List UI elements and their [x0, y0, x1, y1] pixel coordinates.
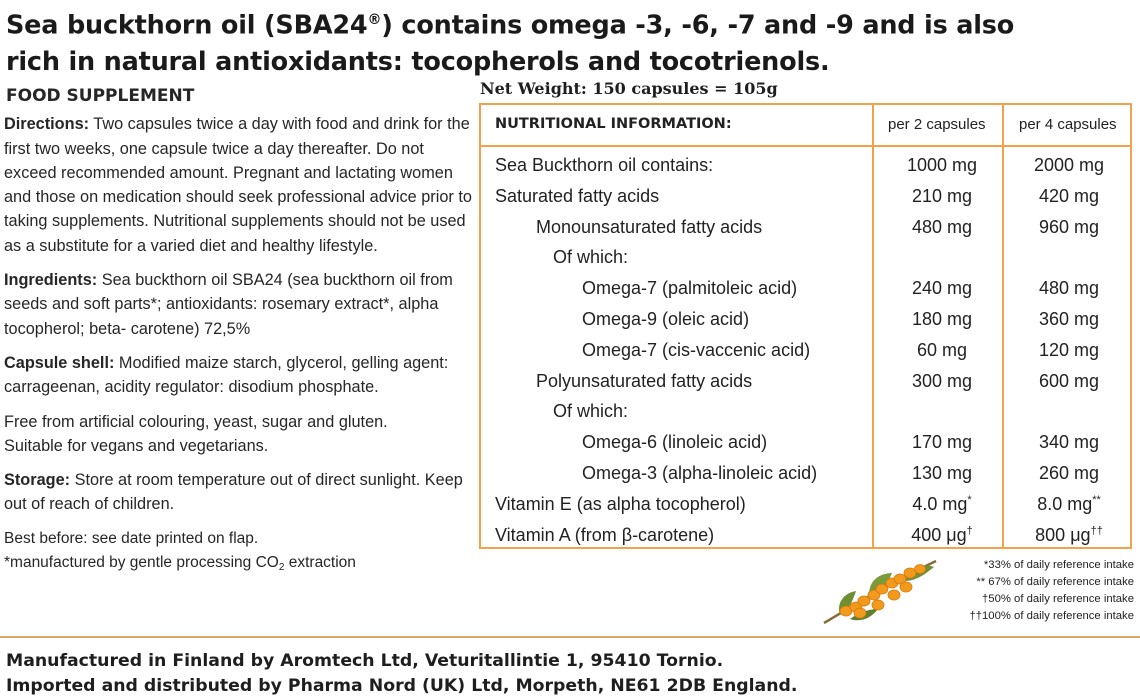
footnote-vitamin-e-2: *33% of daily reference intake — [983, 559, 1134, 571]
value-per-4-capsules: 600 mg — [1038, 370, 1100, 391]
table-row — [481, 521, 1130, 552]
value-per-4-capsules: 120 mg — [1038, 339, 1100, 360]
capsule-shell-label: Capsule shell: — [4, 353, 115, 372]
table-row — [481, 459, 1130, 490]
storage-text: Store at room temperature out of direct sunlight. Keep out of reach of children. — [4, 471, 463, 514]
capsule-shell-text: Modified maize starch, glycerol, gelling agent: carrageenan, acidity regulator: disodium phosphate. — [4, 353, 449, 397]
table-row — [481, 397, 1130, 428]
value-per-4-capsules: 800 μg†† — [1035, 524, 1103, 545]
value-per-2-capsules: 60 mg — [916, 339, 968, 360]
storage-label: Storage: — [4, 471, 71, 490]
label-text-column — [4, 84, 474, 580]
footnote-marker: † — [966, 524, 973, 537]
column-header-4-capsules: per 4 capsules — [1019, 116, 1117, 133]
footnote-vitamin-a-4: ††100% of daily reference intake — [969, 610, 1134, 622]
value-per-2-capsules: 400 μg† — [911, 524, 973, 545]
footnote-marker: * — [967, 493, 972, 506]
free-from-paragraph — [4, 410, 474, 459]
nutrient-label: Omega-6 (linoleic acid) — [582, 432, 768, 453]
nutrition-rows — [481, 151, 1130, 551]
directions-text: Two capsules twice a day with food and drink for the first two weeks, one capsule twice a day thereafter. Do not exceed recommended amount. Pregnant and lactating women and those on medication should seek professional advice prior to taking supplements. Nutritional supplements should not be used as a substitute for a varied diet and healthy lifestyle. — [4, 115, 472, 255]
table-row — [481, 428, 1130, 459]
nutrition-table — [479, 103, 1132, 549]
vegan-text: Suitable for vegans and vegetarians. — [4, 436, 269, 455]
table-row — [481, 305, 1130, 336]
value-per-4-capsules: 480 mg — [1038, 278, 1100, 299]
nutrient-label: Sea Buckthorn oil contains: — [495, 155, 714, 175]
ingredients-label: Ingredients: — [4, 271, 98, 290]
food-supplement-heading: FOOD SUPPLEMENT — [6, 86, 195, 106]
value-per-2-capsules: 480 mg — [911, 216, 973, 237]
table-row — [481, 490, 1130, 521]
registered-mark: ® — [367, 12, 382, 28]
footnote-vitamin-a-2: †50% of daily reference intake — [982, 593, 1134, 605]
value-per-4-capsules: 2000 mg — [1033, 155, 1105, 175]
capsule-shell-paragraph — [4, 351, 474, 400]
nutrient-label: Of which: — [553, 247, 629, 268]
storage-paragraph — [4, 468, 474, 517]
table-row — [481, 367, 1130, 398]
value-per-2-capsules: 130 mg — [911, 462, 973, 483]
table-row — [481, 274, 1130, 305]
nutrient-label: Saturated fatty acids — [495, 185, 660, 206]
headline-line-2: rich in natural antioxidants: tocopherols and tocotrienols. — [6, 46, 830, 77]
table-row — [481, 151, 1130, 182]
manufacturer-line: Manufactured in Finland by Aromtech Ltd, Veturitallintie 1, 95410 Tornio. — [6, 651, 724, 671]
divider-line — [0, 636, 1140, 638]
value-per-4-capsules: 360 mg — [1038, 308, 1100, 329]
value-per-4-capsules: 260 mg — [1038, 462, 1100, 483]
manufacturing-note: *manufactured by gentle processing $CO_2$ extraction — [4, 554, 356, 574]
sea-buckthorn-berries-icon — [820, 553, 940, 628]
nutrient-label: Of which: — [553, 401, 629, 422]
footnote-marker: †† — [1090, 524, 1103, 537]
value-per-2-capsules: 1000 mg — [906, 155, 978, 175]
table-row — [481, 182, 1130, 213]
table-row — [481, 213, 1130, 244]
best-before-text: Best before: see date printed on flap. — [4, 529, 259, 547]
column-header-2-capsules: per 2 capsules — [888, 116, 986, 133]
value-per-2-capsules: 300 mg — [911, 370, 973, 391]
value-per-4-capsules: 420 mg — [1038, 185, 1100, 206]
nutrient-label: Monounsaturated fatty acids — [536, 216, 763, 237]
value-per-4-capsules: 340 mg — [1038, 432, 1100, 453]
headline-line-1: Sea buckthorn oil (SBA24®) contains omega -3, -6, -7 and -9 and is also — [6, 10, 1015, 41]
directions-paragraph — [4, 112, 474, 258]
footnotes — [969, 557, 1134, 625]
header-divider — [481, 145, 1130, 147]
headline — [6, 2, 1134, 80]
net-weight: Net Weight: 150 capsules = 105g — [480, 79, 778, 98]
value-per-4-capsules: 960 mg — [1038, 216, 1100, 237]
ingredients-paragraph — [4, 268, 474, 341]
table-row — [481, 243, 1130, 274]
directions-label: Directions: — [4, 115, 90, 134]
nutrient-label: Omega-7 (cis-vaccenic acid) — [582, 339, 811, 360]
value-per-2-capsules: 170 mg — [911, 432, 973, 453]
nutrient-label: Omega-9 (oleic acid) — [582, 308, 750, 329]
nutrition-table-heading: NUTRITIONAL INFORMATION: — [495, 116, 732, 132]
footnote-vitamin-e-4: ** 67% of daily reference intake — [976, 576, 1134, 588]
value-per-2-capsules: 4.0 mg* — [912, 493, 972, 514]
value-per-2-capsules: 210 mg — [911, 185, 973, 206]
value-per-2-capsules: 180 mg — [911, 308, 973, 329]
ingredients-text: Sea buckthorn oil SBA24 (sea buckthorn oil from seeds and soft parts*; antioxidants: rosemary extract*, alpha tocopherol; beta- carotene) 72,5% — [4, 271, 453, 338]
nutrient-label: Omega-7 (palmitoleic acid) — [582, 278, 798, 299]
value-per-4-capsules: 8.0 mg** — [1037, 493, 1101, 514]
table-row — [481, 336, 1130, 367]
nutrient-label: Vitamin E (as alpha tocopherol) — [495, 493, 746, 514]
nutrient-label: Omega-3 (alpha-linoleic acid) — [582, 462, 818, 483]
footnote-marker: ** — [1092, 493, 1101, 506]
manufacturer-info — [6, 649, 1136, 699]
free-from-text: Free from artificial colouring, yeast, sugar and gluten. — [4, 412, 388, 431]
nutrient-label: Vitamin A (from β-carotene) — [495, 524, 715, 545]
nutrient-label: Polyunsaturated fatty acids — [536, 370, 753, 391]
value-per-2-capsules: 240 mg — [911, 278, 973, 299]
distributor-line: Imported and distributed by Pharma Nord (UK) Ltd, Morpeth, NE61 2DB England. — [6, 676, 798, 696]
